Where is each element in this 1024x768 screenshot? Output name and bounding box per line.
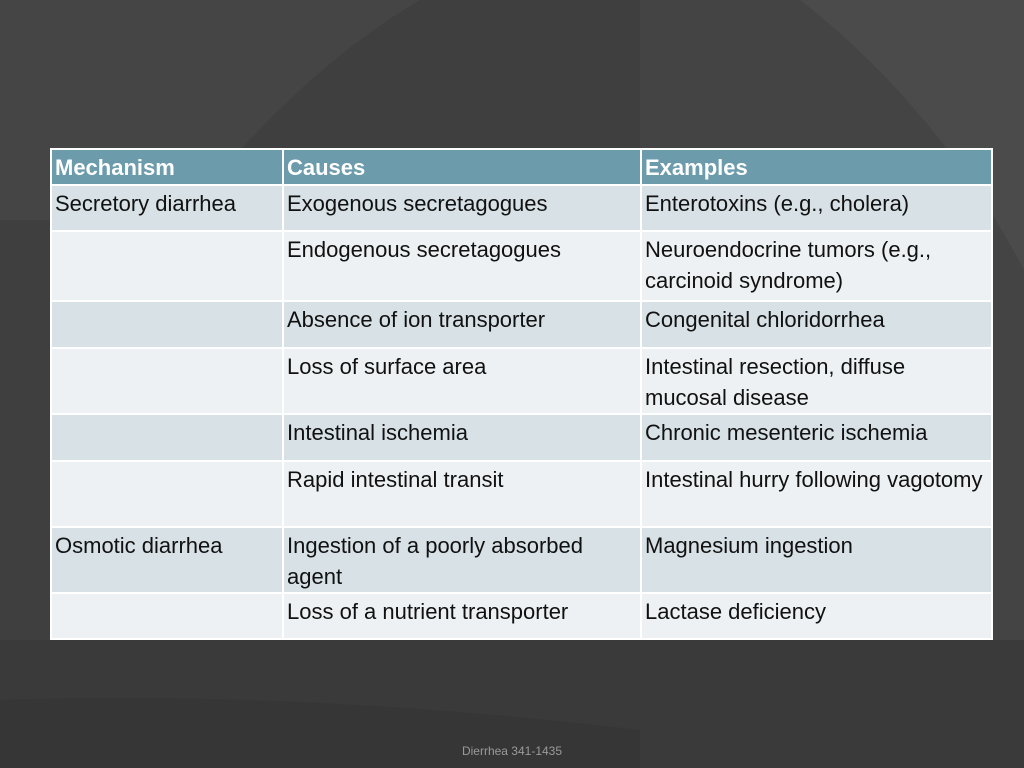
table-row <box>51 593 992 639</box>
table-header-row <box>51 149 992 185</box>
mechanism-cell <box>51 461 283 527</box>
cause-cell: Endogenous secretagogues <box>283 231 641 301</box>
mechanism-cell: Secretory diarrhea <box>51 185 283 231</box>
example-cell: Enterotoxins (e.g., cholera) <box>641 185 992 231</box>
table-row <box>51 348 992 414</box>
example-cell: Intestinal hurry following vagotomy <box>641 461 992 527</box>
mechanism-cell <box>51 231 283 301</box>
mechanism-cell <box>51 414 283 461</box>
cause-cell: Loss of surface area <box>283 348 641 414</box>
cause-cell: Ingestion of a poorly absorbed agent <box>283 527 641 593</box>
cause-cell: Exogenous secretagogues <box>283 185 641 231</box>
example-cell: Intestinal resection, diffuse mucosal disease <box>641 348 992 414</box>
cause-cell: Loss of a nutrient transporter <box>283 593 641 639</box>
mechanism-cell <box>51 348 283 414</box>
cause-cell: Intestinal ischemia <box>283 414 641 461</box>
mechanism-cell: Osmotic diarrhea <box>51 527 283 593</box>
cause-cell: Absence of ion transporter <box>283 301 641 348</box>
table-row <box>51 461 992 527</box>
example-cell: Magnesium ingestion <box>641 527 992 593</box>
header-mechanism: Mechanism <box>51 149 283 185</box>
example-cell: Congenital chloridorrhea <box>641 301 992 348</box>
header-examples: Examples <box>641 149 992 185</box>
table-row <box>51 231 992 301</box>
slide-footer: Dierrhea 341-1435 <box>461 744 563 758</box>
diarrhea-mechanisms-table <box>50 148 993 640</box>
table-row <box>51 527 992 593</box>
example-cell: Neuroendocrine tumors (e.g., carcinoid syndrome) <box>641 231 992 301</box>
example-cell: Lactase deficiency <box>641 593 992 639</box>
table-row <box>51 301 992 348</box>
header-causes: Causes <box>283 149 641 185</box>
table-row <box>51 185 992 231</box>
mechanism-cell <box>51 593 283 639</box>
mechanism-cell <box>51 301 283 348</box>
cause-cell: Rapid intestinal transit <box>283 461 641 527</box>
example-cell: Chronic mesenteric ischemia <box>641 414 992 461</box>
table-row <box>51 414 992 461</box>
